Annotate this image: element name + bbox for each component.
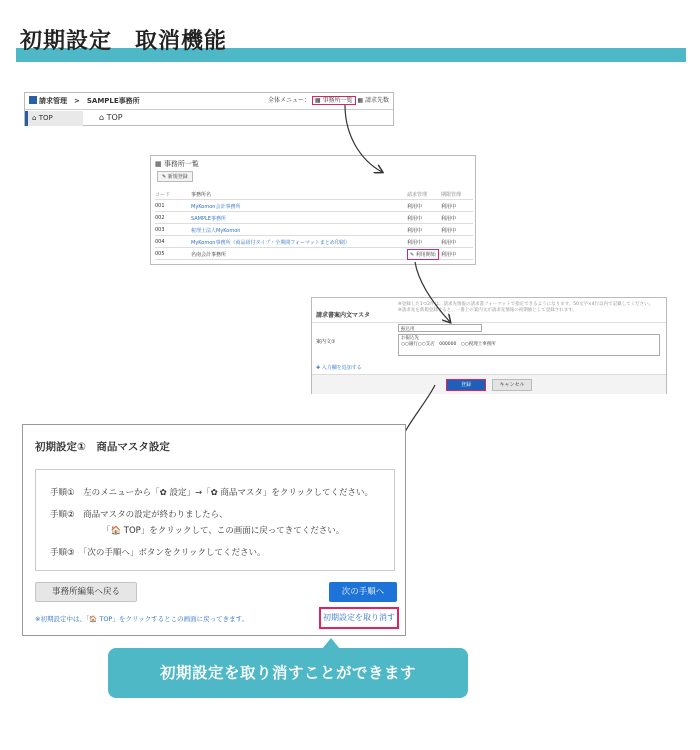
- office-name-link[interactable]: 税理士法人MyKomon: [191, 228, 241, 234]
- deadline-status: 利用中: [441, 216, 457, 222]
- cancel-button[interactable]: キャンセル: [492, 379, 532, 391]
- template-label: 案内文①: [316, 339, 336, 345]
- form-title: 請求書案内文マスタ: [316, 312, 371, 319]
- dialog-title: 初期設定① 商品マスタ設定: [35, 441, 170, 453]
- textarea-line: お振込先: [401, 336, 419, 341]
- office-code: 001: [155, 203, 165, 209]
- step-3: 手順③ 「次の手順へ」ボタンをクリックしてください。: [50, 548, 266, 558]
- sidebar-item-label: TOP: [38, 114, 53, 122]
- global-menu-label: 全体メニュー：: [267, 97, 310, 104]
- office-name-link[interactable]: MyKomon会計事務所: [191, 204, 241, 210]
- office-code: 002: [155, 215, 165, 221]
- page-title: 初期設定 取消機能: [20, 29, 228, 54]
- office-code: 003: [155, 227, 165, 233]
- home-icon: ⌂: [32, 114, 37, 122]
- billing-status: 利用中: [407, 204, 423, 210]
- deadline-status: 利用中: [441, 204, 457, 210]
- column-header-deadline: 期限管理: [441, 192, 462, 198]
- office-list-menu-link[interactable]: ▦ 事務所一覧: [312, 96, 356, 105]
- start-usage-button[interactable]: ✎ 利用開始: [407, 249, 439, 260]
- step-2: 手順② 商品マスタの設定が終わりましたら、: [50, 510, 228, 520]
- breadcrumb-text: 請求管理 > SAMPLE事務所: [39, 97, 140, 105]
- deadline-status: 利用中: [441, 252, 457, 258]
- deadline-status: 利用中: [441, 228, 457, 234]
- deadline-status: 利用中: [441, 240, 457, 246]
- form-note-line: ※登録した1つ2件は、請求先情報の請求書フォーマットで指定できるようになります。50文字×4行以内で記載してください。: [398, 302, 654, 307]
- office-name: 名南会計事務所: [191, 252, 227, 258]
- billing-status: 利用中: [407, 228, 423, 234]
- billing-status: 利用中: [407, 240, 423, 246]
- office-code: 004: [155, 239, 165, 245]
- back-to-office-edit-button[interactable]: 事務所編集へ戻る: [35, 582, 137, 602]
- billing-count-menu-link[interactable]: ▦ 請求先数: [357, 97, 389, 104]
- arrow-1: [345, 105, 382, 172]
- billing-status: 利用中: [407, 216, 423, 222]
- steps-box: [35, 469, 395, 571]
- office-list-heading: ▦ 事務所一覧: [155, 160, 199, 168]
- column-header-code: コード: [155, 192, 171, 198]
- initial-setup-dialog: [22, 424, 406, 636]
- add-field-link[interactable]: ✚ 入力欄を追加する: [316, 365, 362, 371]
- register-button[interactable]: 登録: [446, 379, 486, 391]
- step-2-continued: 「🏠 TOP」をクリックして、この画面に戻ってきてください。: [102, 526, 345, 536]
- new-office-button[interactable]: ✎ 新規登録: [157, 171, 193, 182]
- main-top-label: TOP: [106, 113, 123, 122]
- office-code: 005: [155, 251, 165, 257]
- column-header-name: 事務所名: [191, 192, 212, 198]
- office-name-link[interactable]: SAMPLE事務所: [191, 216, 226, 222]
- office-name-link[interactable]: MyKomon事務所（商品紐付タイプ・全期間フォーマットまとめ印刷）: [191, 240, 350, 246]
- next-step-button[interactable]: 次の手順へ: [329, 582, 397, 602]
- home-icon: ⌂: [99, 113, 105, 122]
- column-header-billing: 請求管理: [407, 192, 428, 198]
- template-name-input[interactable]: 振込用: [398, 324, 482, 332]
- dialog-note: ※初期設定中は、「🏠 TOP」をクリックするとこの画面に戻ってきます。: [35, 615, 249, 623]
- callout-banner: 初期設定を取り消すことができます: [108, 648, 468, 698]
- arrow-2: [415, 262, 450, 322]
- form-note-line: ※請求先を新規登録すると、一番上の案内文が請求先情報の初期値として登録されます。: [398, 308, 577, 313]
- step-1: 手順① 左のメニューから「✿ 設定」→「✿ 商品マスタ」をクリックしてください。: [50, 488, 374, 498]
- textarea-line: ○○銀行○○支店 000000 ○○税理士事務所: [401, 342, 496, 347]
- cancel-initial-setup-button[interactable]: 初期設定を取り消す: [319, 607, 399, 629]
